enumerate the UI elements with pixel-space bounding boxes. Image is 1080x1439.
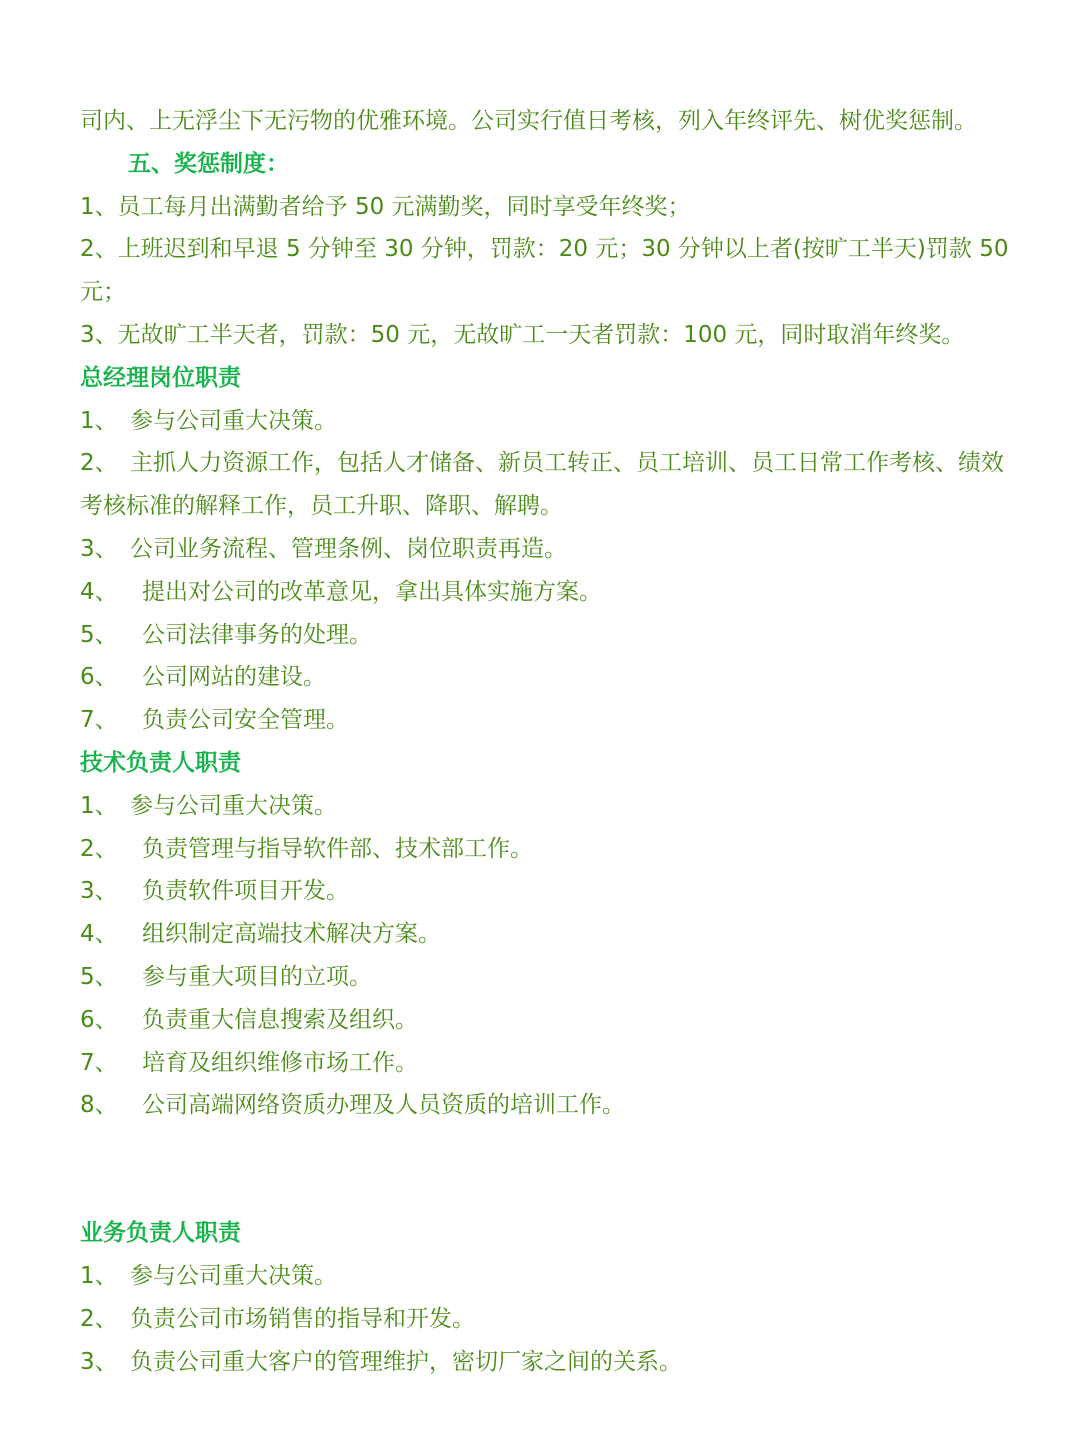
- item-number: 7、: [80, 1049, 118, 1076]
- section5-item: 2、上班迟到和早退 5 分钟至 30 分钟，罚款：20 元；30 分钟以上者(按旷工半天)罚款 50 元；: [80, 236, 1009, 306]
- item-number: 1、: [80, 1262, 118, 1289]
- blank-space: [80, 1127, 1020, 1212]
- item-text: 负责管理与指导软件部、技术部工作。: [142, 835, 533, 862]
- item-text: 参与重大项目的立项。: [142, 963, 372, 990]
- item-number: 4、: [80, 921, 118, 948]
- item-number: 6、: [80, 664, 118, 691]
- list-item: [80, 1084, 1020, 1127]
- list-item: [80, 956, 1020, 999]
- item-text: 公司业务流程、管理条例、岗位职责再造。: [130, 535, 567, 562]
- list-item: [80, 400, 1020, 443]
- item-number: 8、: [80, 1092, 118, 1119]
- list-item: [80, 1042, 1020, 1085]
- item-text: 参与公司重大决策。: [130, 792, 337, 819]
- section5-item: 3、无故旷工半天者，罚款：50 元，无故旷工一天者罚款：100 元，同时取消年终奖。: [80, 321, 965, 348]
- item-text: 公司高端网络资质办理及人员资质的培训工作。: [142, 1092, 625, 1119]
- item-text: 负责公司市场销售的指导和开发。: [130, 1305, 475, 1332]
- item-text: 公司法律事务的处理。: [142, 621, 372, 648]
- item-number: 5、: [80, 963, 118, 990]
- document-page: [80, 100, 1020, 1383]
- list-item: [80, 656, 1020, 699]
- item-number: 1、: [80, 407, 118, 434]
- list-item: [80, 442, 1020, 528]
- list-item: [80, 1298, 1020, 1341]
- item-number: 7、: [80, 707, 118, 734]
- item-number: 6、: [80, 1006, 118, 1033]
- list-item: [80, 528, 1020, 571]
- item-text: 公司网站的建设。: [142, 664, 326, 691]
- item-text: 组织制定高端技术解决方案。: [142, 921, 441, 948]
- list-item: [80, 999, 1020, 1042]
- list-item: [80, 785, 1020, 828]
- item-number: 5、: [80, 621, 118, 648]
- biz-duties-heading: 业务负责人职责: [80, 1220, 241, 1247]
- item-number: 2、: [80, 1305, 118, 1332]
- item-text: 负责公司重大客户的管理维护，密切厂家之间的关系。: [130, 1348, 682, 1375]
- item-text: 参与公司重大决策。: [130, 1262, 337, 1289]
- item-number: 2、: [80, 450, 118, 477]
- intro-line: 司内、上无浮尘下无污物的优雅环境。公司实行值日考核，列入年终评先、树优奖惩制。: [80, 108, 977, 134]
- item-text: 负责软件项目开发。: [142, 878, 349, 905]
- item-text: 负责公司安全管理。: [142, 707, 349, 734]
- item-number: 3、: [80, 878, 118, 905]
- item-text: 参与公司重大决策。: [130, 407, 337, 434]
- item-number: 2、: [80, 835, 118, 862]
- list-item: [80, 828, 1020, 871]
- gm-duties-heading: 总经理岗位职责: [80, 364, 241, 391]
- section5-item: 1、员工每月出满勤者给予 50 元满勤奖，同时享受年终奖；: [80, 193, 691, 220]
- list-item: [80, 913, 1020, 956]
- section5-heading: 五、奖惩制度：: [128, 150, 289, 177]
- list-item: [80, 870, 1020, 913]
- item-number: 4、: [80, 578, 118, 605]
- item-number: 3、: [80, 1348, 118, 1375]
- list-item: [80, 571, 1020, 614]
- list-item: [80, 1341, 1020, 1384]
- item-text: 主抓人力资源工作，包括人才储备、新员工转正、员工培训、员工日常工作考核、绩效考核标准的解释工作，员工升职、降职、解聘。: [80, 450, 1004, 520]
- list-item: [80, 1255, 1020, 1298]
- item-text: 负责重大信息搜索及组织。: [142, 1006, 418, 1033]
- item-text: 提出对公司的改革意见，拿出具体实施方案。: [142, 578, 602, 605]
- tech-duties-heading: 技术负责人职责: [80, 749, 241, 776]
- item-number: 1、: [80, 792, 118, 819]
- list-item: [80, 614, 1020, 657]
- item-number: 3、: [80, 535, 118, 562]
- list-item: [80, 699, 1020, 742]
- item-text: 培育及组织维修市场工作。: [142, 1049, 418, 1076]
